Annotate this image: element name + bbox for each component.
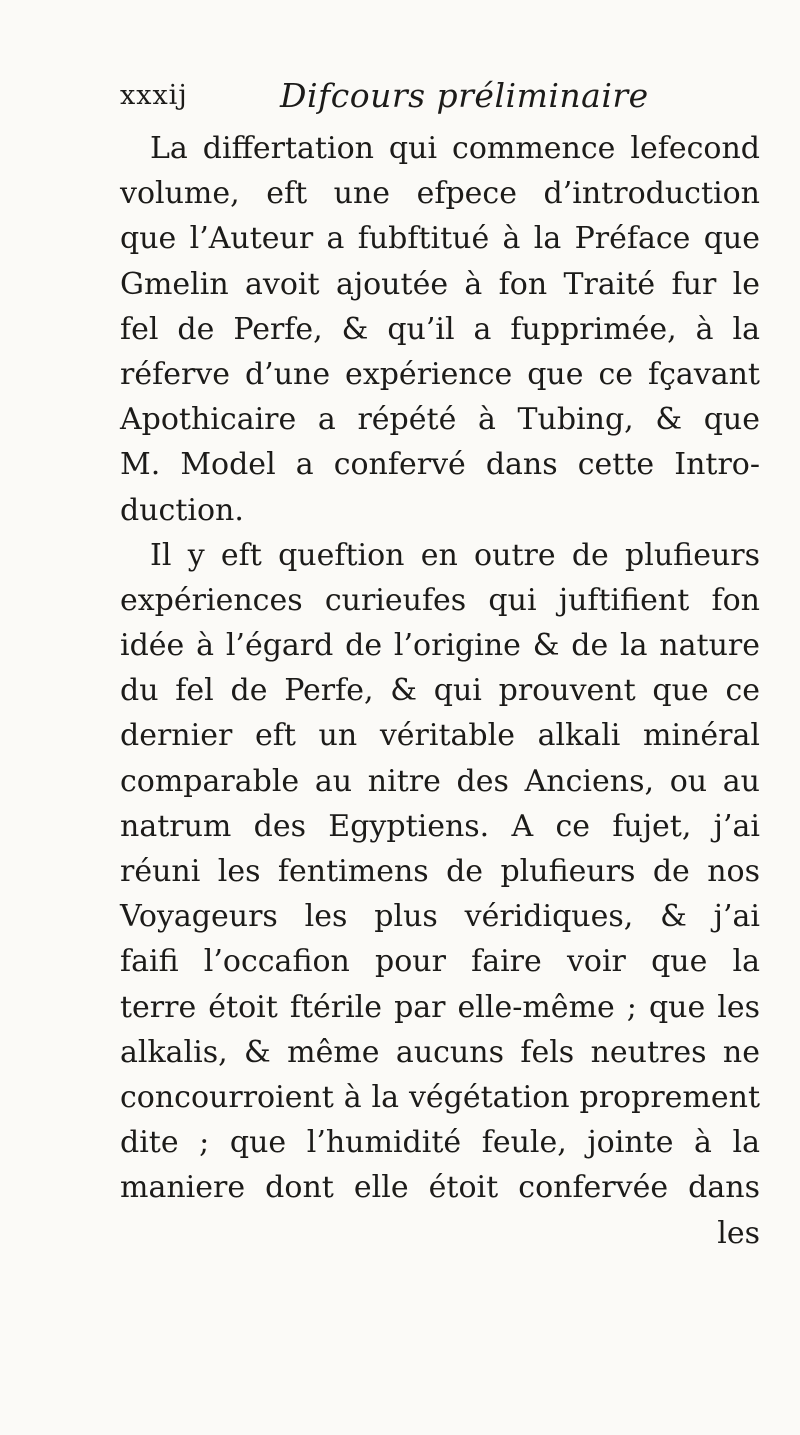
text-line: alkalis, & même aucuns fels neutres ne	[120, 1034, 760, 1070]
body-text	[120, 126, 760, 1256]
text-line: natrum des Egyptiens. A ce fujet, j’ai	[120, 808, 760, 844]
running-title: Difcours préliminaire	[280, 76, 649, 115]
text-line: Gmelin avoit ajoutée à fon Traité fur le	[120, 266, 760, 302]
text-line: M. Model a confervé dans cette Intro-	[120, 447, 760, 483]
text-line: Il y eft queftion en outre de plufieurs	[150, 537, 760, 573]
catchword: les	[717, 1215, 760, 1251]
text-line: Apothicaire a répété à Tubing, & que	[120, 402, 760, 438]
page-number: xxxij	[120, 80, 188, 111]
text-line: Voyageurs les plus véridiques, & j’ai	[120, 899, 760, 935]
text-line: concourroient à la végétation proprement	[120, 1079, 760, 1115]
text-line: comparable au nitre des Anciens, ou au	[120, 763, 760, 799]
text-line: que l’Auteur a fubftitué à la Préface que	[120, 221, 760, 257]
text-line: La differtation qui commence lefecond	[150, 131, 760, 166]
text-line: réferve d’une expérience que ce fçavant	[120, 356, 760, 392]
text-line: faifi l’occafion pour faire voir que la	[120, 944, 760, 980]
text-line: expériences curieufes qui juftifient fon	[120, 582, 760, 618]
text-line: volume, eft une efpece d’introduction	[120, 176, 760, 212]
text-line: duction.	[120, 492, 244, 528]
text-line: du fel de Perfe, & qui prouvent que ce	[120, 673, 760, 709]
text-line: réuni les fentimens de plufieurs de nos	[120, 854, 760, 889]
running-head	[120, 76, 720, 120]
text-line: fel de Perfe, & qu’il a fupprimée, à la	[120, 311, 760, 347]
text-line: maniere dont elle étoit confervée dans	[120, 1170, 760, 1206]
text-line: dernier eft un véritable alkali minéral	[120, 718, 760, 754]
text-line: idée à l’égard de l’origine & de la nature	[120, 628, 760, 664]
text-line: dite ; que l’humidité feule, jointe à la	[120, 1125, 760, 1161]
text-line: terre étoit ftérile par elle-même ; que les	[120, 989, 760, 1025]
